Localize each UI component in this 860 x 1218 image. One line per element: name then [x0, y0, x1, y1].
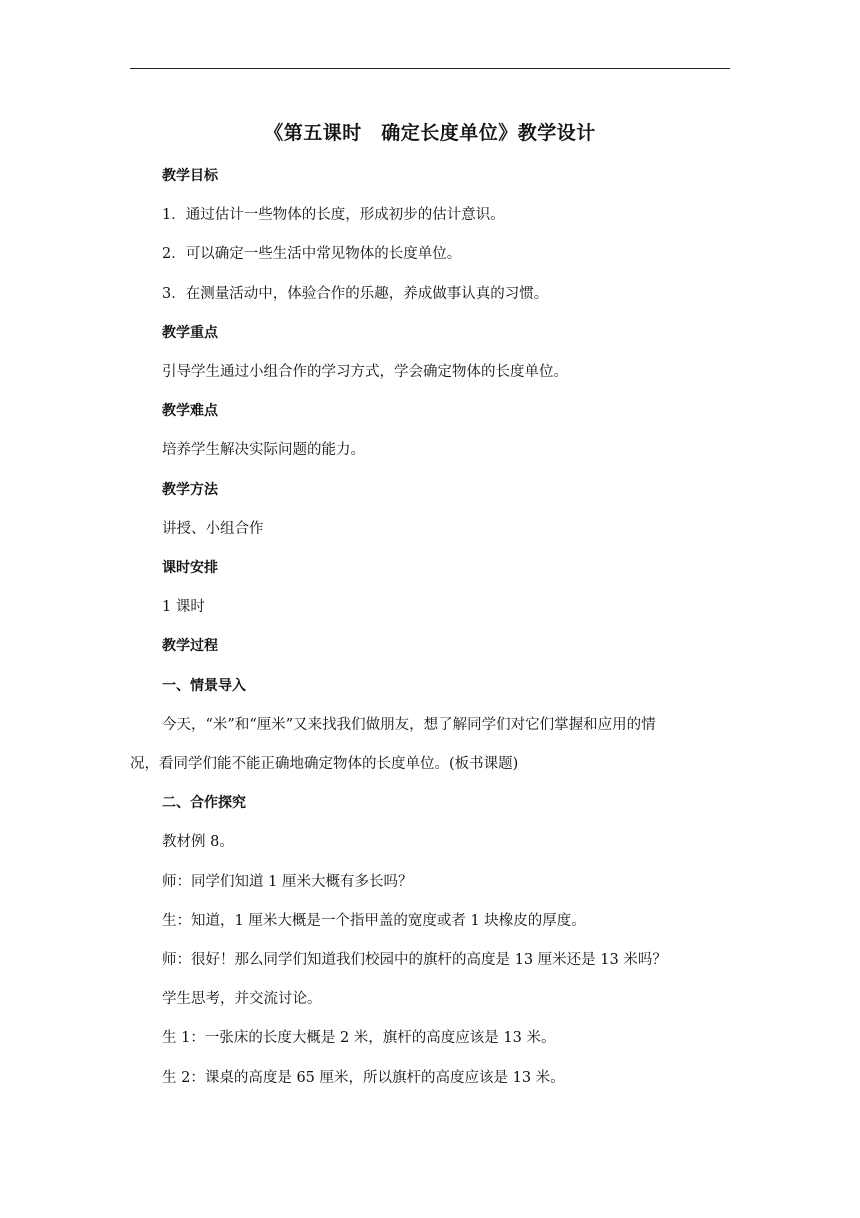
- teacher-question-2: 师：很好！那么同学们知道我们校园中的旗杆的高度是 13 厘米还是 13 米吗？: [162, 952, 667, 968]
- header-rule: [130, 68, 730, 69]
- goal-2: 2．可以确定一些生活中常见物体的长度单位。: [162, 246, 462, 262]
- section2-heading: 二、合作探究: [162, 795, 246, 811]
- page-title: 《第五课时 确定长度单位》教学设计: [264, 122, 596, 144]
- process-heading: 教学过程: [162, 638, 218, 654]
- goals-heading: 教学目标: [162, 168, 218, 184]
- difficulty-text: 培养学生解决实际问题的能力。: [162, 442, 365, 458]
- example-reference: 教材例 8。: [162, 834, 234, 850]
- section1-paragraph-line1: 今天，“米”和“厘米”又来找我们做朋友，想了解同学们对它们掌握和应用的情: [162, 717, 656, 733]
- method-heading: 教学方法: [162, 482, 218, 498]
- key-text: 引导学生通过小组合作的学习方式，学会确定物体的长度单位。: [162, 364, 568, 380]
- key-heading: 教学重点: [162, 325, 218, 341]
- schedule-heading: 课时安排: [162, 560, 218, 576]
- teacher-question-1: 师：同学们知道 1 厘米大概有多长吗？: [162, 874, 413, 890]
- student-2-answer: 生 2：课桌的高度是 65 厘米，所以旗杆的高度应该是 13 米。: [162, 1070, 565, 1086]
- student-1-answer: 生 1：一张床的长度大概是 2 米，旗杆的高度应该是 13 米。: [162, 1030, 556, 1046]
- goal-3: 3．在测量活动中，体验合作的乐趣，养成做事认真的习惯。: [162, 286, 549, 302]
- goal-1: 1．通过估计一些物体的长度，形成初步的估计意识。: [162, 207, 505, 223]
- students-discuss: 学生思考，并交流讨论。: [162, 991, 322, 1007]
- schedule-text: 1 课时: [162, 599, 205, 615]
- student-answer-1: 生：知道，1 厘米大概是一个指甲盖的宽度或者 1 块橡皮的厚度。: [162, 913, 586, 929]
- section1-paragraph-line2: 况，看同学们能不能正确地确定物体的长度单位。(板书课题): [130, 756, 519, 772]
- difficulty-heading: 教学难点: [162, 403, 218, 419]
- method-text: 讲授、小组合作: [162, 521, 264, 537]
- section1-heading: 一、情景导入: [162, 678, 246, 694]
